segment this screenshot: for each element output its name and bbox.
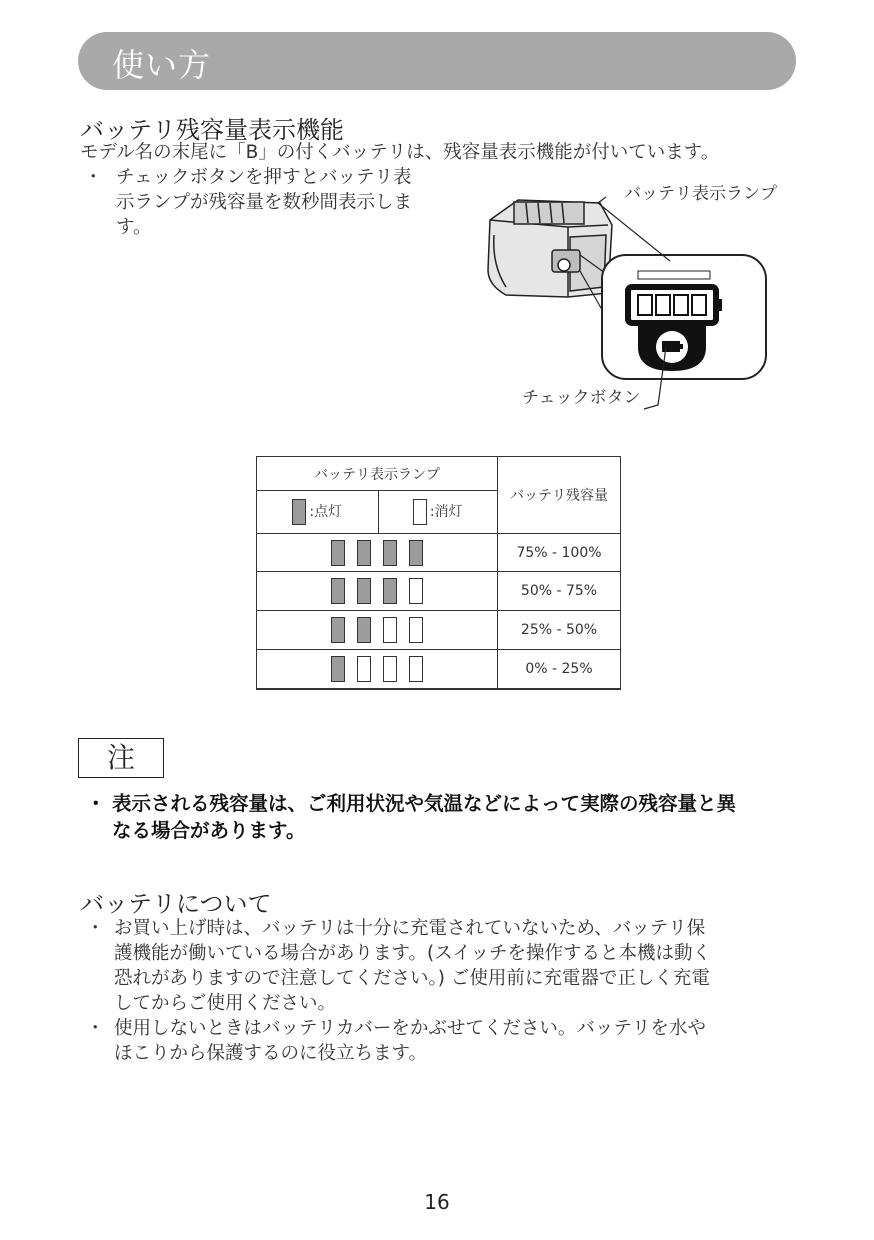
lamp-segment-lit bbox=[331, 656, 345, 682]
table-row bbox=[257, 650, 621, 689]
legend-on-label: :点灯 bbox=[309, 504, 343, 520]
lamp-on-icon bbox=[292, 499, 306, 525]
capacity-value: 0% - 25% bbox=[498, 650, 621, 689]
lamp-segment-off bbox=[409, 578, 423, 604]
lamp-off-icon bbox=[413, 499, 427, 525]
bullet-dot: ・ bbox=[86, 1018, 105, 1039]
page-number: 16 bbox=[424, 1190, 450, 1214]
about-battery-bullet-2 bbox=[86, 1016, 806, 1068]
bullet-line: 護機能が働いている場合があります。(スイッチを操作すると本機は動く bbox=[114, 943, 712, 964]
bullet-dot: ・ bbox=[86, 792, 106, 815]
lamp-header-cell: バッテリ表示ランプ bbox=[257, 457, 498, 491]
lamp-cells bbox=[257, 534, 498, 572]
check-button-bullet bbox=[84, 165, 464, 245]
capacity-value: 50% - 75% bbox=[498, 572, 621, 611]
lamp-cells bbox=[257, 650, 498, 689]
bullet-line: 示ランプが残容量を数秒間表示しま bbox=[116, 192, 413, 213]
lamp-segment-off bbox=[383, 656, 397, 682]
battery-pack-illustration bbox=[488, 200, 612, 297]
check-button-label: チェックボタン bbox=[522, 388, 641, 408]
lamp-segment-lit bbox=[357, 617, 371, 643]
bullet-line: ほこりから保護するのに役立ちます。 bbox=[114, 1043, 428, 1064]
lamp-cells bbox=[257, 611, 498, 650]
bullet-line: 使用しないときはバッテリカバーをかぶせてください。バッテリを水や bbox=[114, 1018, 706, 1039]
bullet-line: 恐れがありますので注意してください。) ご使用前に充電器で正しく充電 bbox=[114, 968, 710, 989]
legend-off-label: :消灯 bbox=[429, 504, 463, 520]
lamp-segment-off bbox=[357, 656, 371, 682]
table-row bbox=[257, 572, 621, 611]
lamp-label: バッテリ表示ランプ bbox=[624, 184, 777, 204]
lamp-segment-lit bbox=[331, 540, 345, 566]
lamp-segment-lit bbox=[357, 578, 371, 604]
lamp-segment-lit bbox=[357, 540, 371, 566]
lamp-cells bbox=[257, 572, 498, 611]
lamp-segment-lit bbox=[383, 540, 397, 566]
bullet-line: チェックボタンを押すとバッテリ表 bbox=[116, 167, 412, 188]
lamp-segment-off bbox=[383, 617, 397, 643]
note-line: なる場合があります。 bbox=[112, 819, 306, 842]
lamp-segment-lit bbox=[383, 578, 397, 604]
capacity-value: 75% - 100% bbox=[498, 534, 621, 572]
table-row bbox=[257, 611, 621, 650]
battery-lamp-icon bbox=[628, 271, 722, 323]
table-row bbox=[257, 534, 621, 572]
bullet-line: お買い上げ時は、バッテリは十分に充電されていないため、バッテリ保 bbox=[114, 918, 706, 939]
note-label-box: 注 bbox=[78, 738, 164, 778]
battery-indicator-intro: モデル名の末尾に「B」の付くバッテリは、残容量表示機能が付いています。 bbox=[80, 142, 720, 163]
note-line: 表示される残容量は、ご利用状況や気温などによって実際の残容量と異 bbox=[112, 792, 737, 815]
legend-on-cell bbox=[257, 491, 379, 534]
bullet-dot: ・ bbox=[86, 918, 105, 939]
capacity-value: 25% - 50% bbox=[498, 611, 621, 650]
about-battery-bullet-1 bbox=[86, 916, 806, 1016]
legend-off-cell bbox=[378, 491, 498, 534]
capacity-header-cell: バッテリ残容量 bbox=[498, 457, 621, 534]
check-button-icon bbox=[638, 325, 706, 371]
bullet-dot: ・ bbox=[84, 167, 103, 188]
lamp-segment-lit bbox=[409, 540, 423, 566]
lamp-segment-off bbox=[409, 656, 423, 682]
battery-indicator-title: バッテリ残容量表示機能 bbox=[80, 116, 344, 144]
lamp-segment-lit bbox=[331, 617, 345, 643]
lamp-segment-lit bbox=[331, 578, 345, 604]
section-header-bar bbox=[78, 32, 796, 90]
about-battery-title: バッテリについて bbox=[80, 890, 272, 918]
section-header-title: 使い方 bbox=[112, 46, 212, 84]
capacity-table bbox=[256, 456, 621, 690]
bullet-line: してからご使用ください。 bbox=[114, 993, 337, 1014]
bullet-line: す。 bbox=[116, 217, 152, 238]
battery-figure bbox=[470, 175, 790, 415]
lamp-segment-off bbox=[409, 617, 423, 643]
